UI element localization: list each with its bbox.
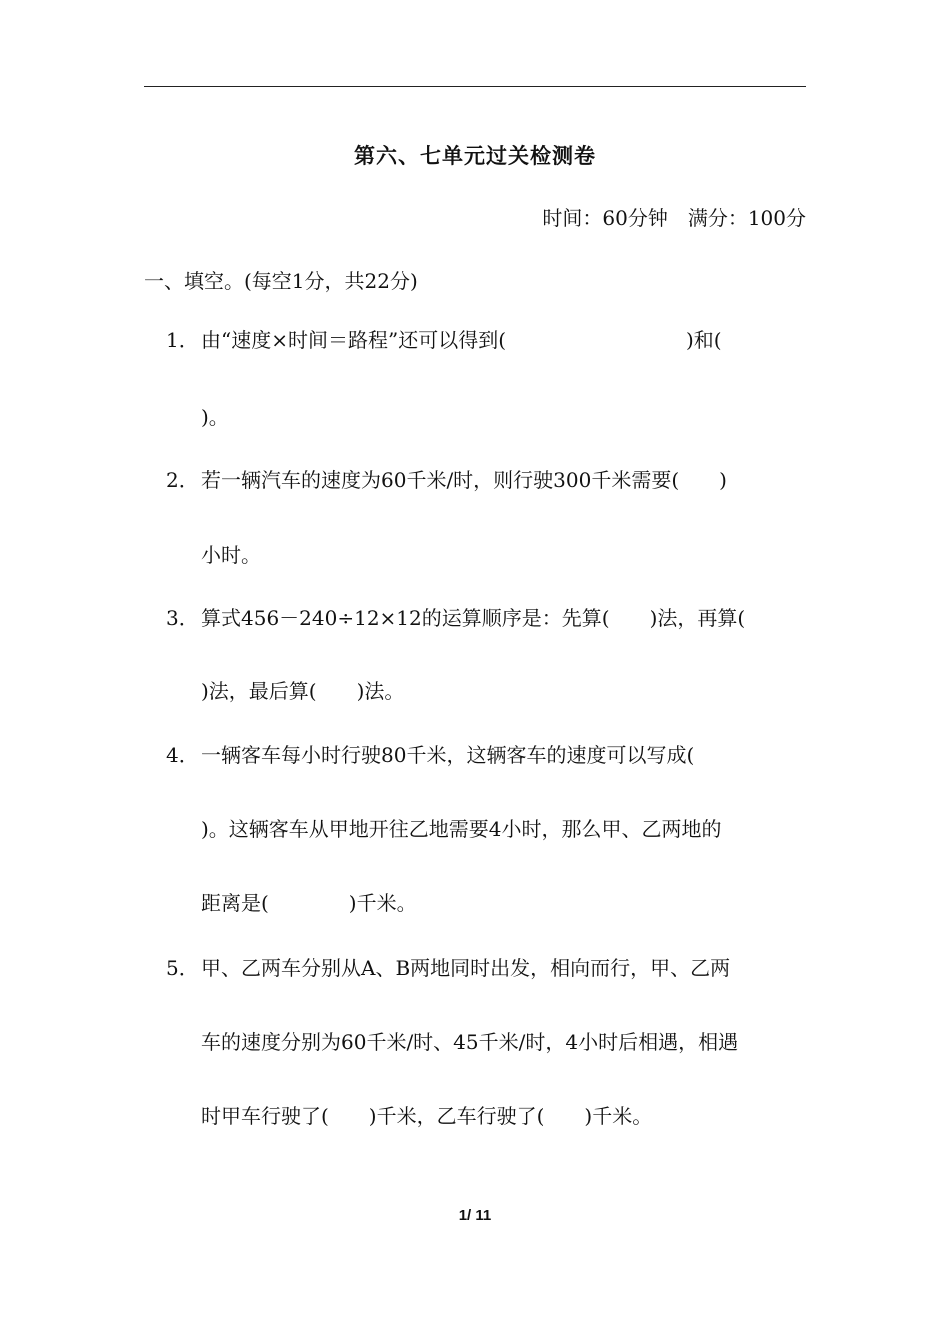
question-line: )。这辆客车从甲地开往乙地需要4小时，那么甲、乙两地的: [201, 817, 722, 841]
question-line: 小时。: [201, 543, 261, 567]
section-heading: 一、填空。(每空1分，共22分): [144, 269, 418, 293]
question-number: 4．: [166, 743, 199, 767]
question-line: 算式456－240÷12×12的运算顺序是：先算( )法，再算(: [201, 606, 746, 630]
question-number: 1．: [166, 328, 199, 352]
question-line: )法，最后算( )法。: [201, 679, 405, 703]
question-line: 车的速度分别为60千米/时、45千米/时，4小时后相遇，相遇: [201, 1030, 739, 1054]
question-line: )。: [201, 405, 229, 429]
question-number: 2．: [166, 468, 199, 492]
page-title: 第六、七单元过关检测卷: [354, 143, 596, 168]
question-number: 3．: [166, 606, 199, 630]
question-line: 若一辆汽车的速度为60千米/时，则行驶300千米需要( ): [201, 468, 727, 492]
question-line: 由“速度×时间＝路程”还可以得到( )和(: [201, 328, 722, 352]
header-rule: [144, 86, 806, 87]
question-line: 时甲车行驶了( )千米，乙车行驶了( )千米。: [201, 1104, 653, 1128]
question-line: 距离是( )千米。: [201, 891, 417, 915]
question-line: 甲、乙两车分别从A、B两地同时出发，相向而行，甲、乙两: [201, 956, 731, 980]
page-number: 1/ 11: [458, 1207, 492, 1224]
exam-meta: 时间：60分钟 满分：100分: [542, 206, 806, 230]
question-line: 一辆客车每小时行驶80千米，这辆客车的速度可以写成(: [201, 743, 695, 767]
question-number: 5．: [166, 956, 199, 980]
